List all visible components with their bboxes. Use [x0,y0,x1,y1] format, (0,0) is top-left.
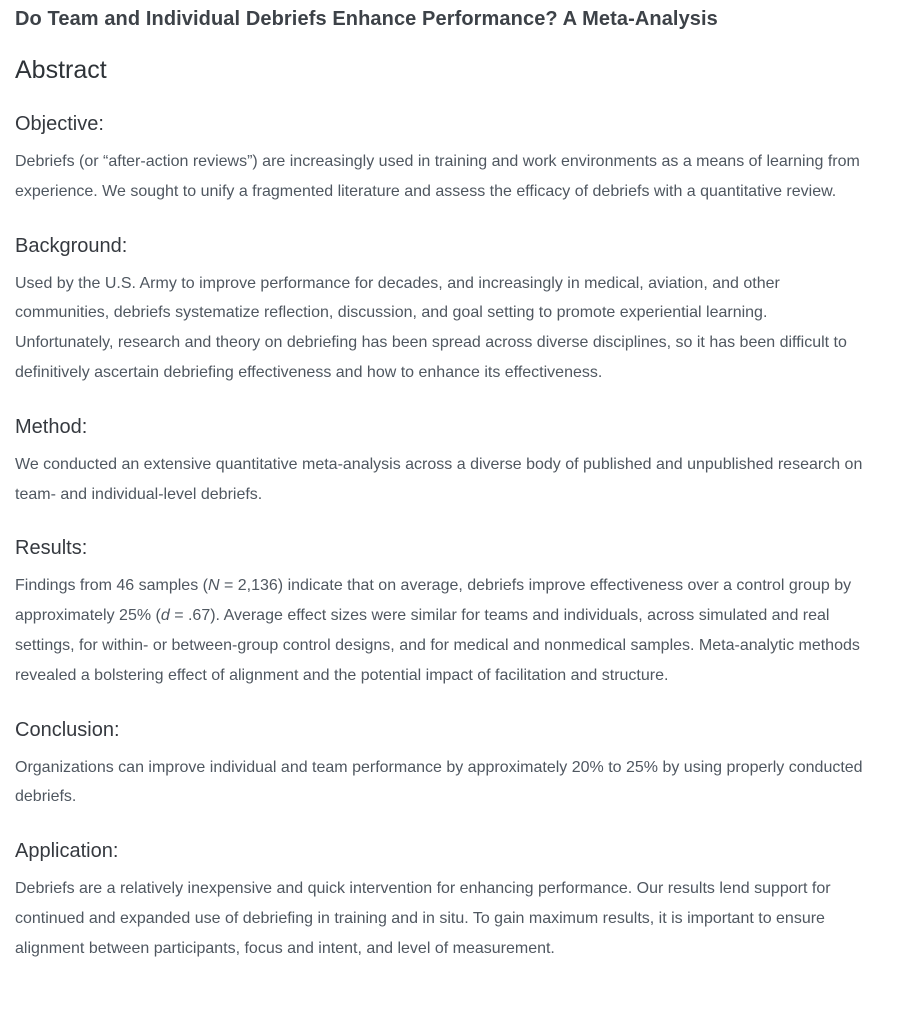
application-body: Debriefs are a relatively inexpensive and quick intervention for enhancing performance. Our results lend support for continued and expanded use of debriefing in training and in situ. To gain maximum results, it is important to ensure alignment between participants, focus and intent, and level of measurement. [15,880,831,957]
results-text-part: = .67). Average effect sizes were similar for teams and individuals, across simulated and real settings, for within- or between-group control designs, and for medical and nonmedical samples. Meta-analytic methods revealed a bolstering effect of alignment and the potential impact of facilitation and structure. [15,607,860,684]
results-heading: Results: [15,537,88,560]
results-body [15,571,863,690]
abstract-heading: Abstract [15,56,107,84]
section-results [15,535,863,690]
results-stat-symbol-n: N [207,577,220,595]
section-method [15,414,863,510]
background-heading: Background: [15,234,128,257]
article-title: Do Team and Individual Debriefs Enhance Performance? A Meta-Analysis [15,8,718,30]
conclusion-heading: Conclusion: [15,718,120,741]
background-body: Used by the U.S. Army to improve performance for decades, and increasingly in medical, aviation, and other communities, debriefs systematize reflection, discussion, and goal setting to promote experiential learning. Unfortunately, research and theory on debriefing has been spread across diverse disciplines, so it has been difficult to definitively ascertain debriefing effectiveness and how to enhance its effectiveness. [15,274,847,381]
application-heading: Application: [15,840,119,863]
section-application [15,838,863,963]
section-objective [15,111,863,207]
results-stat-symbol-d: d [160,607,170,625]
objective-heading: Objective: [15,113,104,135]
method-body: We conducted an extensive quantitative meta-analysis across a diverse body of published and unpublished research on team- and individual-level debriefs. [15,455,863,503]
conclusion-body: Organizations can improve individual and team performance by approximately 20% to 25% by using properly conducted debriefs. [15,758,863,806]
objective-body: Debriefs (or “after-action reviews”) are increasingly used in training and work environments as a means of learning from experience. We sought to unify a fragmented literature and assess the efficacy of debriefs with a quantitative review. [15,153,860,200]
section-conclusion [15,717,863,813]
method-heading: Method: [15,415,88,438]
results-text-part: Findings from 46 samples ( [15,577,208,595]
section-background [15,233,863,388]
results-text-part: = 2,136) indicate that on average, debriefs improve effectiveness over a control group by approximately 25% ( [15,577,852,625]
